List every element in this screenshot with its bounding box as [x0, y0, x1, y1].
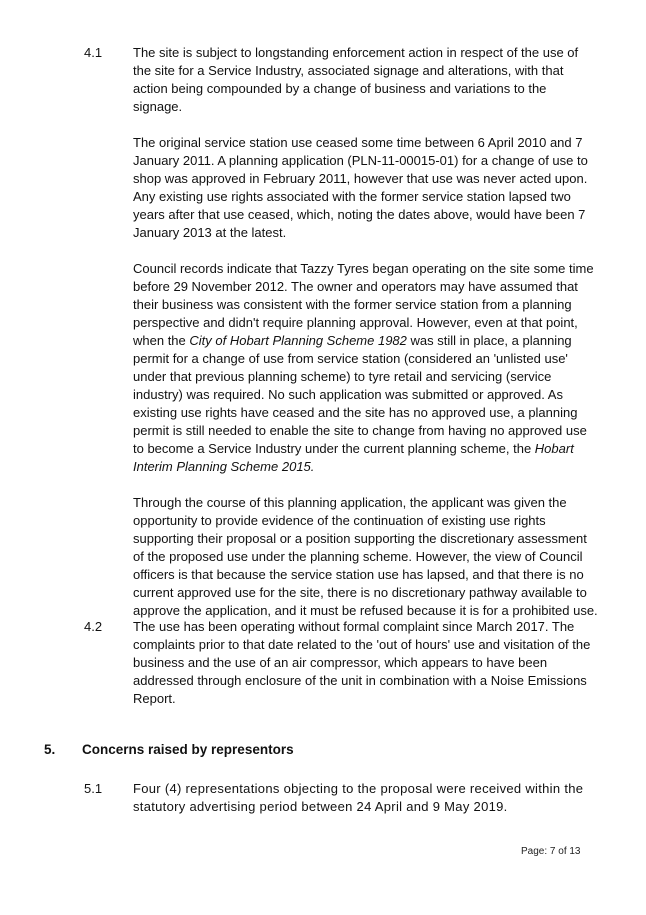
item-number-4-1: 4.1 — [84, 45, 103, 60]
item-number-4-2: 4.2 — [84, 619, 103, 634]
page-number: Page: 7 of 13 — [521, 846, 581, 857]
section-heading: Concerns raised by representors — [82, 742, 294, 757]
item-4-1-body — [133, 44, 599, 620]
paragraph: Four (4) representations objecting to the proposal were received within the statutory advertising period between 24 April and 9 May 2019. — [133, 781, 584, 814]
paragraph-text: Council records indicate that Tazzy Tyres began operating on the site some time before 29 November 2012. The owner and operators may have assumed that their business was consistent with the former service station from a planning perspective and didn't require planning approval. However, even at that point, when the — [133, 261, 594, 348]
section-number: 5. — [44, 742, 56, 757]
scheme-name: City of Hobart Planning Scheme 1982 — [189, 333, 407, 348]
item-4-2-body — [133, 618, 599, 708]
paragraph-text: was still in place, a planning permit for a change of use from service station (considered an 'unlisted use' under that previous planning scheme) to tyre retail and servicing (service industry) was required. No such application was submitted or approved. As existing use rights have ceased and the site has no approved use, a planning permit is still needed to enable the site to change from having no approved use to become a Service Industry under the current planning scheme, the — [133, 333, 587, 456]
paragraph: The original service station use ceased some time between 6 April 2010 and 7 January 2011. A planning application (PLN-11-00015-01) for a change of use to shop was approved in February 2011, however that use was never acted upon. Any existing use rights associated with the former service station lapsed two years after that use ceased, which, noting the dates above, would have been 7 January 2013 at the latest. — [133, 135, 588, 240]
scheme-name: Hobart Interim Planning Scheme 2015. — [133, 441, 574, 474]
paragraph — [133, 260, 599, 476]
paragraph: The use has been operating without formal complaint since March 2017. The complaints prior to that date related to the 'out of hours' use and visitation of the business and the use of an air compressor, which appears to have been addressed through enclosure of the unit in combination with a Noise Emissions Report. — [133, 619, 591, 706]
item-number-5-1: 5.1 — [84, 781, 103, 796]
item-5-1-body — [133, 780, 599, 816]
paragraph: Through the course of this planning application, the applicant was given the opportunity to provide evidence of the continuation of existing use rights supporting their proposal or a position supporting the discretionary assessment of the proposed use under the planning scheme. However, the view of Council officers is that because the service station use has lapsed, and that there is no current approved use for the site, there is no discretionary pathway available to approve the application, and it must be refused because it is for a prohibited use. — [133, 495, 598, 618]
paragraph: The site is subject to longstanding enforcement action in respect of the use of the site for a Service Industry, associated signage and alterations, with that action being compounded by a change of business and variations to the signage. — [133, 45, 579, 114]
